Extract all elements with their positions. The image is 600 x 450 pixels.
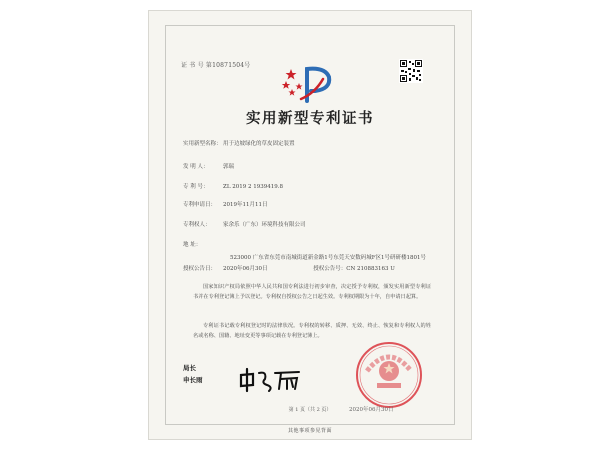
field-value: ZL 2019 2 1939419.8 [223, 184, 283, 190]
field-key: 发 明 人： [183, 164, 209, 170]
certificate-title: 实用新型专利证书 [246, 110, 374, 127]
field-key: 专利权人： [183, 222, 211, 228]
director-name-label: 申长雨 [183, 376, 203, 384]
body-paragraph-2: 专利证书记载专利权登记时的法律状况。专利权的转移、质押、无效、终止、恢复和专利权人的姓名或名称、国籍、地址变更等事项记载在专利登记簿上。 [193, 323, 431, 339]
field-patent-number [183, 182, 283, 190]
field-key: 专 利 号： [183, 184, 209, 190]
field-value: 2019年11月11日 [223, 202, 268, 208]
footer-note: 其他事项参见背面 [287, 428, 332, 434]
cnipa-logo-icon [281, 63, 339, 105]
director-title: 局长 [183, 364, 196, 372]
page-number: 第 1 页（共 2 页） [288, 407, 332, 413]
field-value: 郭瑞 [223, 164, 235, 170]
field-grant-number: 授权公告号：CN 210883163 U [313, 266, 395, 272]
field-value: 家余乐（广东）环境科技有限公司 [223, 222, 306, 228]
field-address-value: 523000 广东省东莞市南城街道新金路1号东莞天安数码城F区1号研研楼1801号 [230, 255, 427, 261]
cnipa-watermark [425, 17, 465, 397]
field-inventor [183, 162, 234, 170]
certificate-sheet [148, 10, 472, 440]
field-value: 用于边坡绿化的草皮固定装置 [223, 141, 295, 147]
qr-code-icon [399, 59, 423, 83]
director-signature [237, 365, 307, 393]
field-address-label [183, 240, 223, 248]
field-value: 2020年06月30日 [223, 266, 268, 272]
field-key: 实用新型名称： [183, 141, 222, 147]
field-filing-date [183, 200, 268, 208]
official-seal-icon [355, 341, 423, 409]
field-patent-holder [183, 220, 306, 228]
field-key: 地 址： [183, 242, 202, 248]
field-key: 专利申请日： [183, 202, 217, 208]
body-paragraph-1: 国家知识产权局依照中华人民共和国专利法进行初步审查，决定授予专利权，颁发实用新型专利证书并在专利登记簿上予以登记。专利权自授权公告之日起生效。专利权期限为十年，自申请日起算。 [193, 284, 431, 300]
field-utility-model-name [183, 139, 295, 147]
field-grant-date [183, 264, 395, 272]
certificate-number: 证 书 号 第10871504号 [181, 62, 251, 69]
field-key: 授权公告日： [183, 266, 217, 272]
seal-date: 2020年06月30日 [349, 407, 394, 413]
